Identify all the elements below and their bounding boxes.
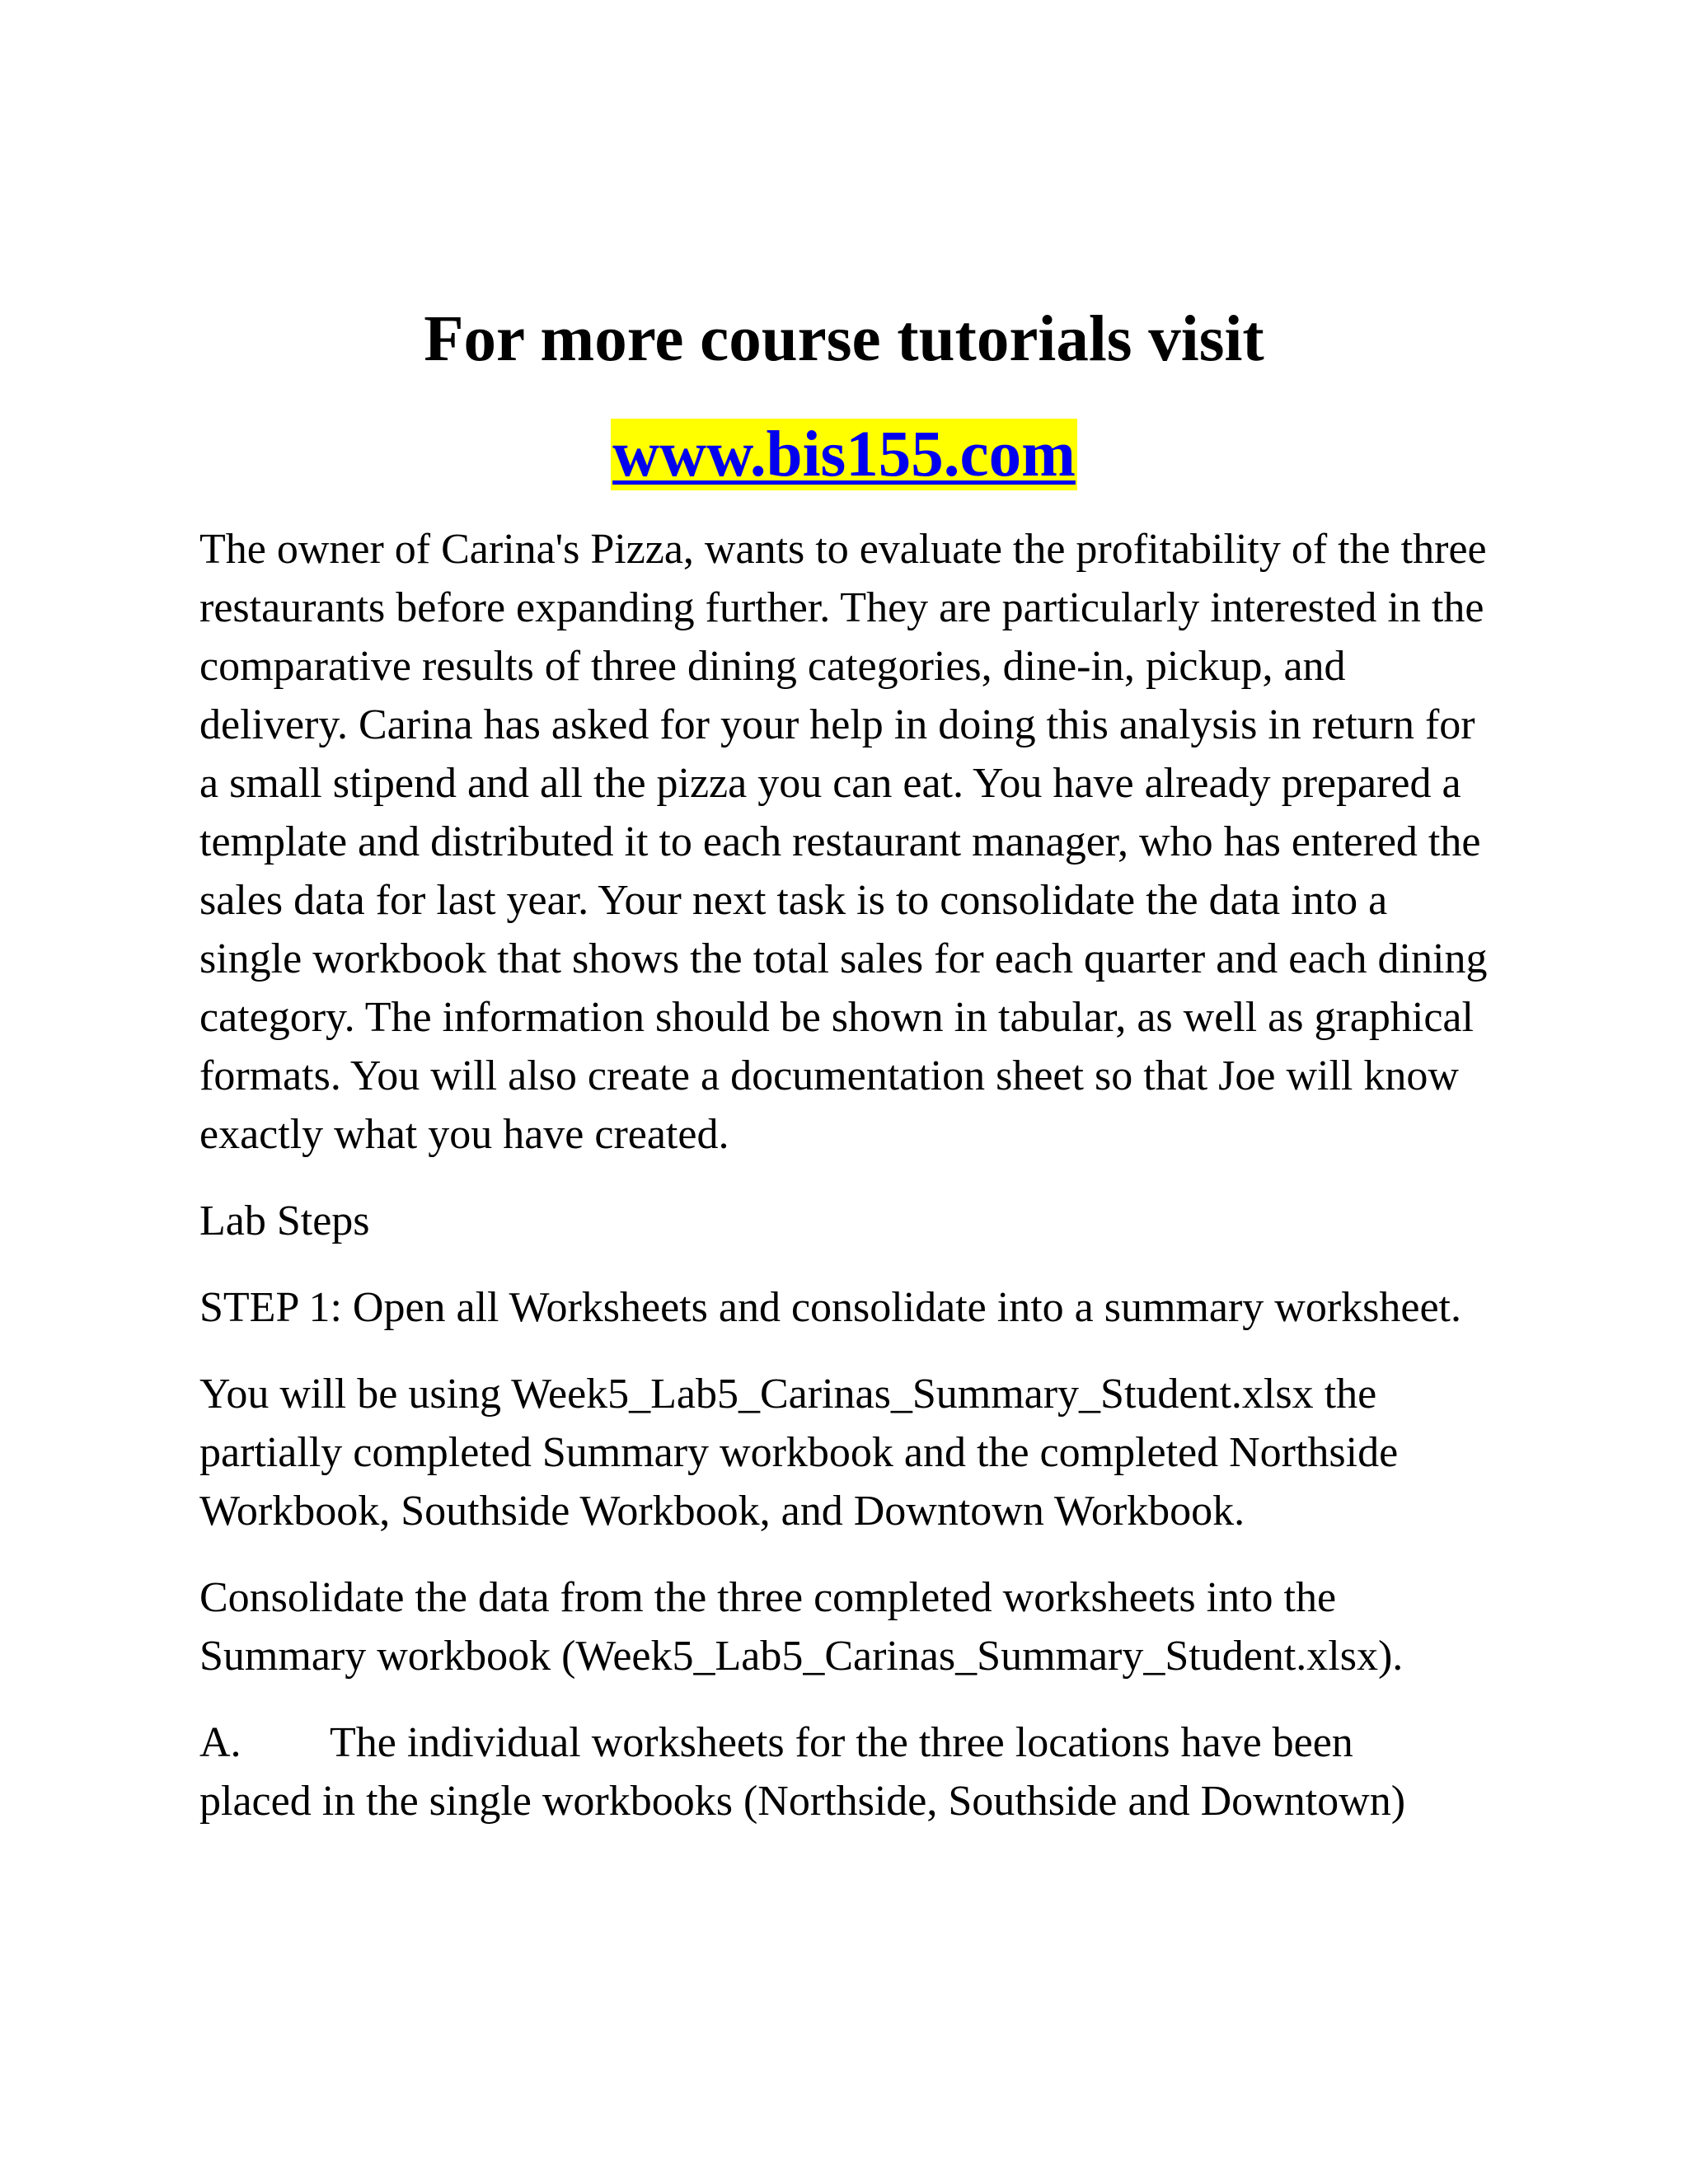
list-item-text-line-2: placed in the single workbooks (Northside, Southside and Downtown): [199, 1778, 1406, 1825]
intro-paragraph: The owner of Carina's Pizza, wants to evaluate the profitability of the three restaurants before expanding further. They are particularly interested in the comparative results of three dining categories, dine-in, pickup, and delivery. Carina has asked for your help in doing this analysis in return for a small stipend and all the pizza you can eat. You have already prepared a template and distributed it to each restaurant manager, who has entered the sales data for last year. Your next task is to consolidate the data into a single workbook that shows the total sales for each quarter and each dining category. The information should be shown in tabular, as well as graphical formats. You will also create a documentation sheet so that Joe will know exactly what you have created.: [199, 526, 1488, 1158]
website-link[interactable]: www.bis155.com: [612, 419, 1076, 490]
document-body: [199, 520, 1493, 1830]
workbooks-paragraph: You will be using Week5_Lab5_Carinas_Summary_Student.xlsx the partially completed Summary workbook and the completed Northside Workbook, Southside Workbook, and Downtown Workbook.: [199, 1371, 1399, 1535]
lab-steps-heading: Lab Steps: [199, 1197, 370, 1244]
page-heading: For more course tutorials visit: [424, 303, 1264, 375]
list-item-a: [199, 1713, 1493, 1830]
step-1-paragraph: STEP 1: Open all Worksheets and consolidate into a summary worksheet.: [199, 1284, 1461, 1331]
list-item-text-line-1: The individual worksheets for the three locations have been: [330, 1719, 1353, 1766]
link-line: [0, 419, 1688, 491]
consolidate-paragraph: Consolidate the data from the three completed worksheets into the Summary workbook (Week5_Lab5_Carinas_Summary_Student.xlsx).: [199, 1574, 1404, 1680]
list-item-letter: A.: [199, 1719, 241, 1766]
